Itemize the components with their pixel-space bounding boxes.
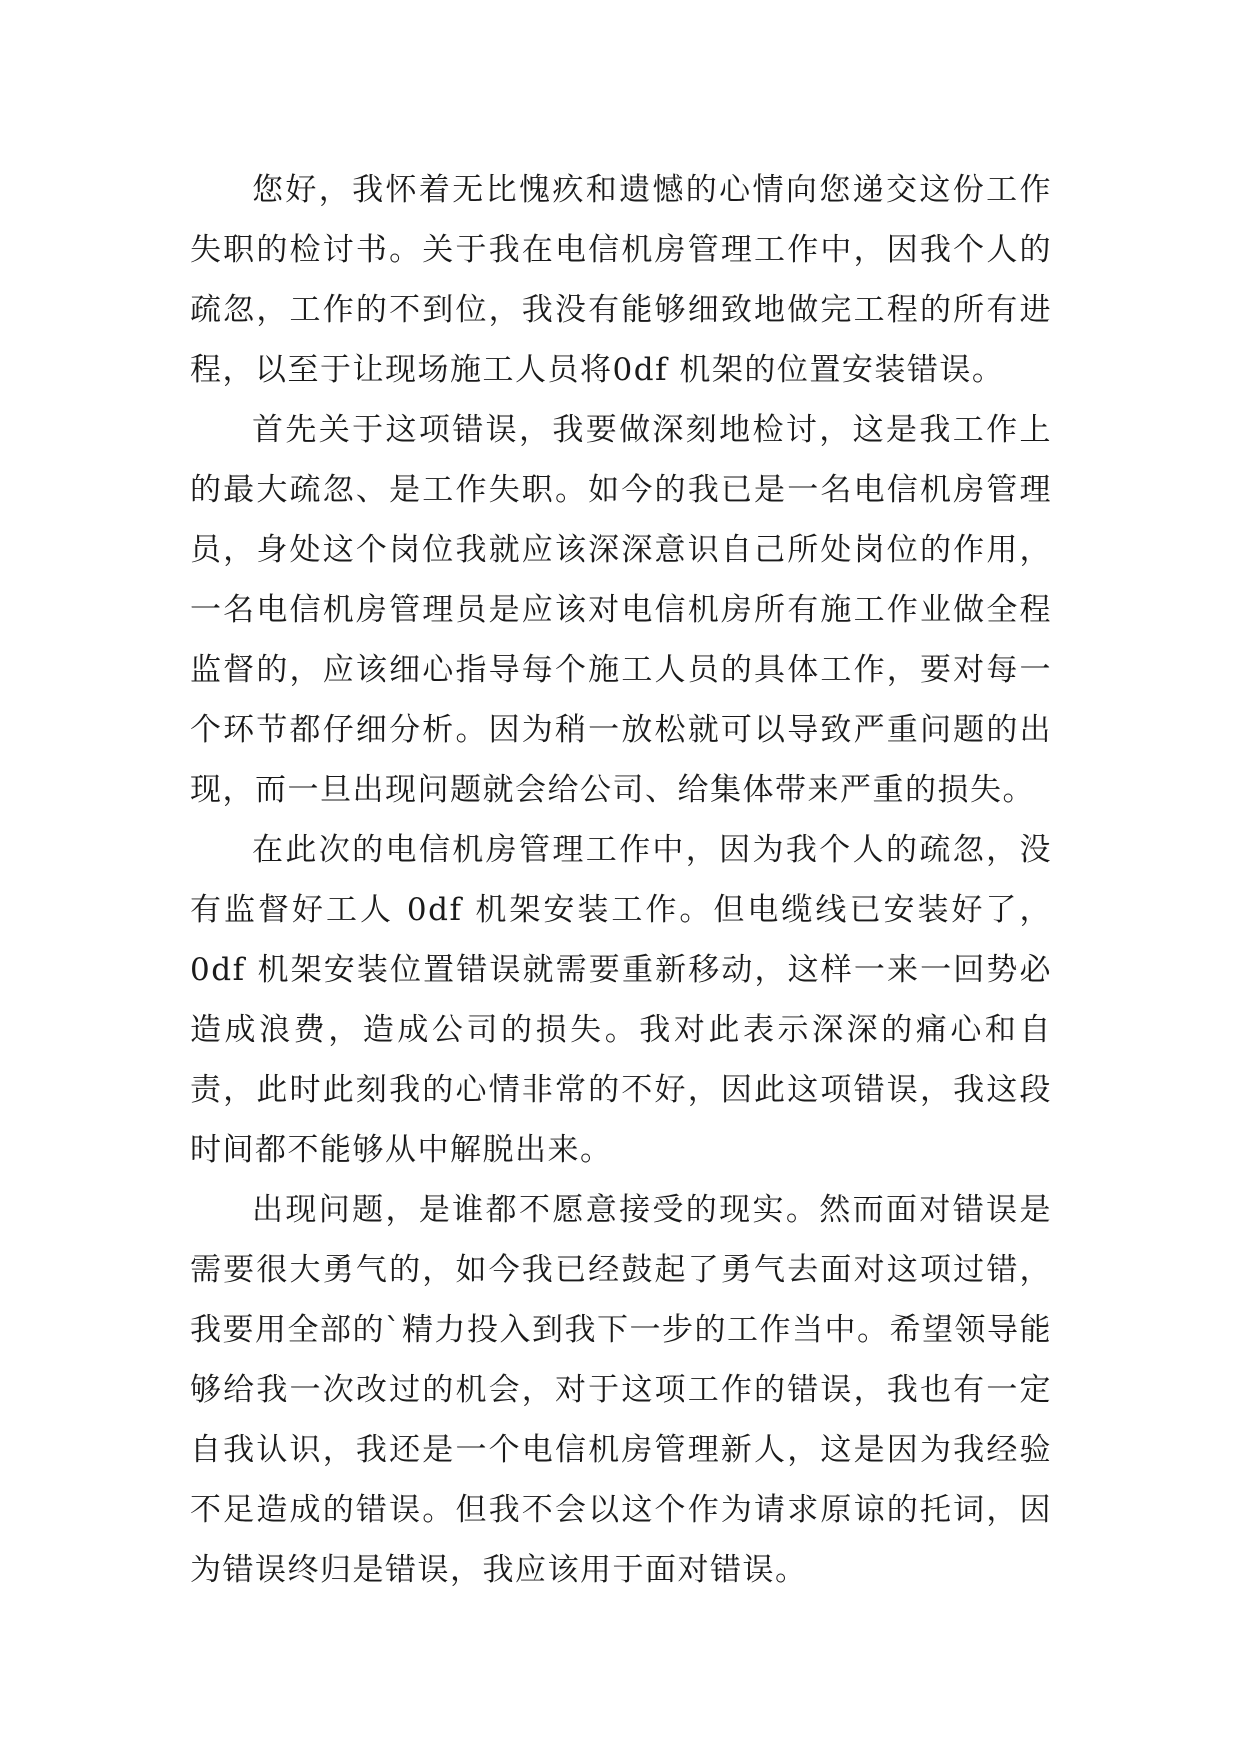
paragraph-1: 您好，我怀着无比愧疚和遗憾的心情向您递交这份工作失职的检讨书。关于我在电信机房管理工作中，因我个人的疏忽，工作的不到位，我没有能够细致地做完工程的所有进程，以至于让现场施工人员将0df 机架的位置安装错误。	[190, 172, 1052, 388]
document-body	[190, 160, 1052, 1600]
paragraph-2: 首先关于这项错误，我要做深刻地检讨，这是我工作上的最大疏忽、是工作失职。如今的我已是一名电信机房管理员，身处这个岗位我就应该深深意识自己所处岗位的作用，一名电信机房管理员是应该对电信机房所有施工作业做全程监督的，应该细心指导每个施工人员的具体工作，要对每一个环节都仔细分析。因为稍一放松就可以导致严重问题的出现，而一旦出现问题就会给公司、给集体带来严重的损失。	[190, 412, 1052, 808]
paragraph-3: 在此次的电信机房管理工作中，因为我个人的疏忽，没有监督好工人 0df 机架安装工作。但电缆线已安装好了，0df 机架安装位置错误就需要重新移动，这样一来一回势必造成浪费，造成公司的损失。我对此表示深深的痛心和自责，此时此刻我的心情非常的不好，因此这项错误，我这段时间都不能够从中解脱出来。	[190, 832, 1052, 1168]
paragraph-4: 出现问题，是谁都不愿意接受的现实。然而面对错误是需要很大勇气的，如今我已经鼓起了勇气去面对这项过错，我要用全部的`精力投入到我下一步的工作当中。希望领导能够给我一次改过的机会，对于这项工作的错误，我也有一定自我认识，我还是一个电信机房管理新人，这是因为我经验不足造成的错误。但我不会以这个作为请求原谅的托词，因为错误终归是错误，我应该用于面对错误。	[190, 1192, 1052, 1588]
